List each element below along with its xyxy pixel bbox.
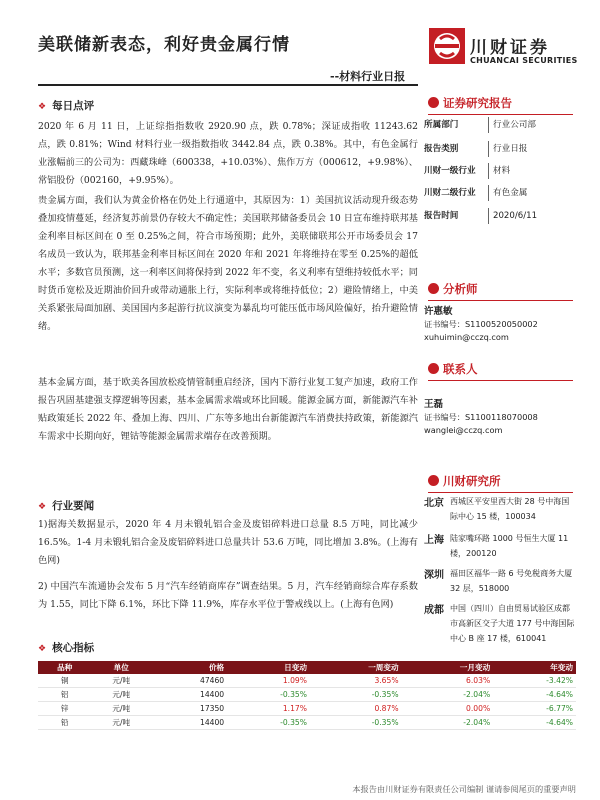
info-key: 报告类别 <box>424 144 459 154</box>
col-header: 单位 <box>91 661 151 674</box>
report-subtitle: --材料行业日报 <box>330 70 406 83</box>
office-addr: 福田区福华一路 6 号免税商务大厦 32 层，518000 <box>450 569 573 593</box>
news-item-2: 2) 中国汽车流通协会发布 5 月“汽车经销商库存”调查结果。5 月，汽车经销商综合库存系数为 1.55，同比下降 6.1%，环比下降 11.9%，库存水平位于警戒线以上。(上海有色网) <box>38 581 418 610</box>
diamond-bullet-icon: ❖ <box>38 644 47 654</box>
table-cell: 3.65% <box>310 674 402 688</box>
analyst-email[interactable]: xuhuimin@cczq.com <box>424 332 509 342</box>
office-address <box>424 601 576 661</box>
core-indicators-heading: ❖ 核心指标 <box>38 642 95 654</box>
analyst-name: 许惠敏 <box>424 306 453 317</box>
contact-cert: 证书编号：S1100118070008 <box>424 412 538 422</box>
office-addr: 陆家嘴环路 1000 号恒生大厦 11 楼，200120 <box>450 534 569 558</box>
table-cell: 元/吨 <box>91 716 151 730</box>
table-cell: 0.00% <box>402 702 494 716</box>
col-header: 一周变动 <box>310 661 402 674</box>
info-key: 川财二级行业 <box>424 188 476 198</box>
office-addr: 西城区平安里西大街 28 号中海国际中心 15 楼，100034 <box>450 497 570 521</box>
table-cell: 1.09% <box>227 674 310 688</box>
office-city: 北京 <box>424 498 444 509</box>
table-cell: 17350 <box>151 702 227 716</box>
contact-email[interactable]: wanglei@cczq.com <box>424 425 503 435</box>
office-city: 成都 <box>424 605 444 616</box>
office-addr: 中国（四川）自由贸易试验区成都市高新区交子大道 177 号中海国际中心 B 座 17 楼，610041 <box>450 604 575 643</box>
col-header: 价格 <box>151 661 227 674</box>
table-cell: 铝 <box>38 688 91 702</box>
page-footer: 本报告由川财证券有限责任公司编制 谨请参阅尾页的重要声明 <box>352 784 576 794</box>
table-cell: -0.35% <box>227 688 310 702</box>
table-cell: 元/吨 <box>91 688 151 702</box>
table-cell: 1.17% <box>227 702 310 716</box>
report-info-row <box>424 208 537 224</box>
col-header: 一月变动 <box>402 661 494 674</box>
logo-name-cn: 川财证券 <box>470 38 550 58</box>
office-city: 上海 <box>424 535 444 546</box>
analyst-cert: 证书编号：S1100520050002 <box>424 319 538 329</box>
col-header: 品种 <box>38 661 91 674</box>
contact-heading: 联系人 <box>428 361 573 381</box>
section-dot-icon <box>428 97 439 108</box>
table-row <box>38 688 576 702</box>
report-info-row <box>424 141 527 157</box>
report-info-row <box>424 163 510 179</box>
core-indicators-table <box>38 661 576 730</box>
daily-paragraph-3: 基本金属方面，基于欧美各国放松疫情管制重启经济，国内下游行业复工复产加速，政府工作报告巩固基建强支撑逻辑等因素，基本金属需求端或环比回暖。能源金属方面，新能源汽车补贴政策延长 2022 年、叠加上海、四川、广东等多地出台新能源汽车消费扶持政策，新能源汽车需求中长期向好，锂钴等能源金属需求端存在改善预期。 <box>38 377 418 442</box>
info-value: 行业日报 <box>488 141 527 157</box>
table-row <box>38 702 576 716</box>
info-key: 川财一级行业 <box>424 166 476 176</box>
table-cell: 锌 <box>38 702 91 716</box>
report-info-heading: 证券研究报告 <box>428 95 573 115</box>
table-row <box>38 716 576 730</box>
office-city: 深圳 <box>424 570 444 581</box>
table-cell: -0.35% <box>310 716 402 730</box>
daily-paragraph-2: 贵金属方面，我们认为黄金价格在仍处上行通道中，其原因为：1）美国抗议活动现升级态势叠加疫情蔓延，经济复苏前景仍存较大不确定性；美国联邦储备委员会 10 日宣布维持联邦基金利率目标区间在 0 至 0.25%之间，符合市场预期；此外，美联储联邦公开市场委员会 17 名成员一致认为，联邦基金利率目标区间在 2020 年和 2021 年将维持在零至 0.25%的超低水平；多数官员预测，这一利率区间将保持到 2022 年不变，名义利率有望维持较低水平；同时货币宽松及近期油价回升或带动通胀上行，实际利率或将维持低位；2）避险情绪上，中美关系紧张局面加剧、美国国内多起游行抗议演变为暴乱均可能压低市场风险偏好，抬升避险情绪。 <box>38 195 418 332</box>
report-title: 美联储新表态，利好贵金属行情 <box>38 35 290 55</box>
table-cell: -4.64% <box>493 688 576 702</box>
analyst-heading: 分析师 <box>428 281 573 301</box>
section-dot-icon <box>428 363 439 374</box>
daily-review-heading: ❖ 每日点评 <box>38 100 95 112</box>
table-cell: 铅 <box>38 716 91 730</box>
chuancai-logo-icon <box>428 27 466 65</box>
section-dot-icon <box>428 475 439 486</box>
table-cell: -3.42% <box>493 674 576 688</box>
analyst-card <box>424 305 538 344</box>
diamond-bullet-icon: ❖ <box>38 102 47 112</box>
table-cell: -4.64% <box>493 716 576 730</box>
news-item-1: 1)据海关数据显示，2020 年 4 月未锻轧铝合金及废铝碎料进口总量 8.5 万吨，同比减少 16.5%。1-4 月未锻轧铝合金及废铝碎料进口总量共计 53.6 万吨，同比增加 3.8%。(上海有色网) <box>38 519 418 566</box>
report-info-row <box>424 117 536 133</box>
info-value: 2020/6/11 <box>488 208 537 224</box>
table-cell: 14400 <box>151 716 227 730</box>
info-value: 材料 <box>488 163 510 179</box>
section-dot-icon <box>428 283 439 294</box>
table-cell: 0.87% <box>310 702 402 716</box>
table-cell: -0.35% <box>310 688 402 702</box>
table-cell: -2.04% <box>402 688 494 702</box>
table-cell: -2.04% <box>402 716 494 730</box>
info-value: 行业公司部 <box>488 117 536 133</box>
industry-news-heading: ❖ 行业要闻 <box>38 500 95 512</box>
daily-paragraph-1: 2020 年 6 月 11 日，上证综指指数收 2920.90 点，跌 0.78%；深证成指收 11243.62 点，跌 0.81%；Wind 材料行业一级指数指收 3442.84 点，跌 0.38%。其中，有色金属行业涨幅前三的公司为：西藏珠峰（600338，+10.03%）、焦作万方（000612，+9.98%）、常铝股份（002160，+9.95%）。 <box>38 121 418 186</box>
contact-card <box>424 398 538 437</box>
table-cell: 14400 <box>151 688 227 702</box>
col-header: 年变动 <box>493 661 576 674</box>
table-cell: 47460 <box>151 674 227 688</box>
info-key: 报告时间 <box>424 211 459 221</box>
table-cell: -0.35% <box>227 716 310 730</box>
title-divider <box>38 84 418 86</box>
table-cell: 铜 <box>38 674 91 688</box>
logo-name-en: CHUANCAI SECURITIES <box>470 56 578 65</box>
table-cell: -6.77% <box>493 702 576 716</box>
info-value: 有色金属 <box>488 185 527 201</box>
diamond-bullet-icon: ❖ <box>38 502 47 512</box>
institute-heading: 川财研究所 <box>428 473 573 493</box>
info-key: 所属部门 <box>424 120 459 130</box>
table-cell: 元/吨 <box>91 702 151 716</box>
table-header-row <box>38 661 576 674</box>
col-header: 日变动 <box>227 661 310 674</box>
table-cell: 6.03% <box>402 674 494 688</box>
table-row <box>38 674 576 688</box>
report-info-row <box>424 185 527 201</box>
contact-name: 王磊 <box>424 399 444 410</box>
table-cell: 元/吨 <box>91 674 151 688</box>
